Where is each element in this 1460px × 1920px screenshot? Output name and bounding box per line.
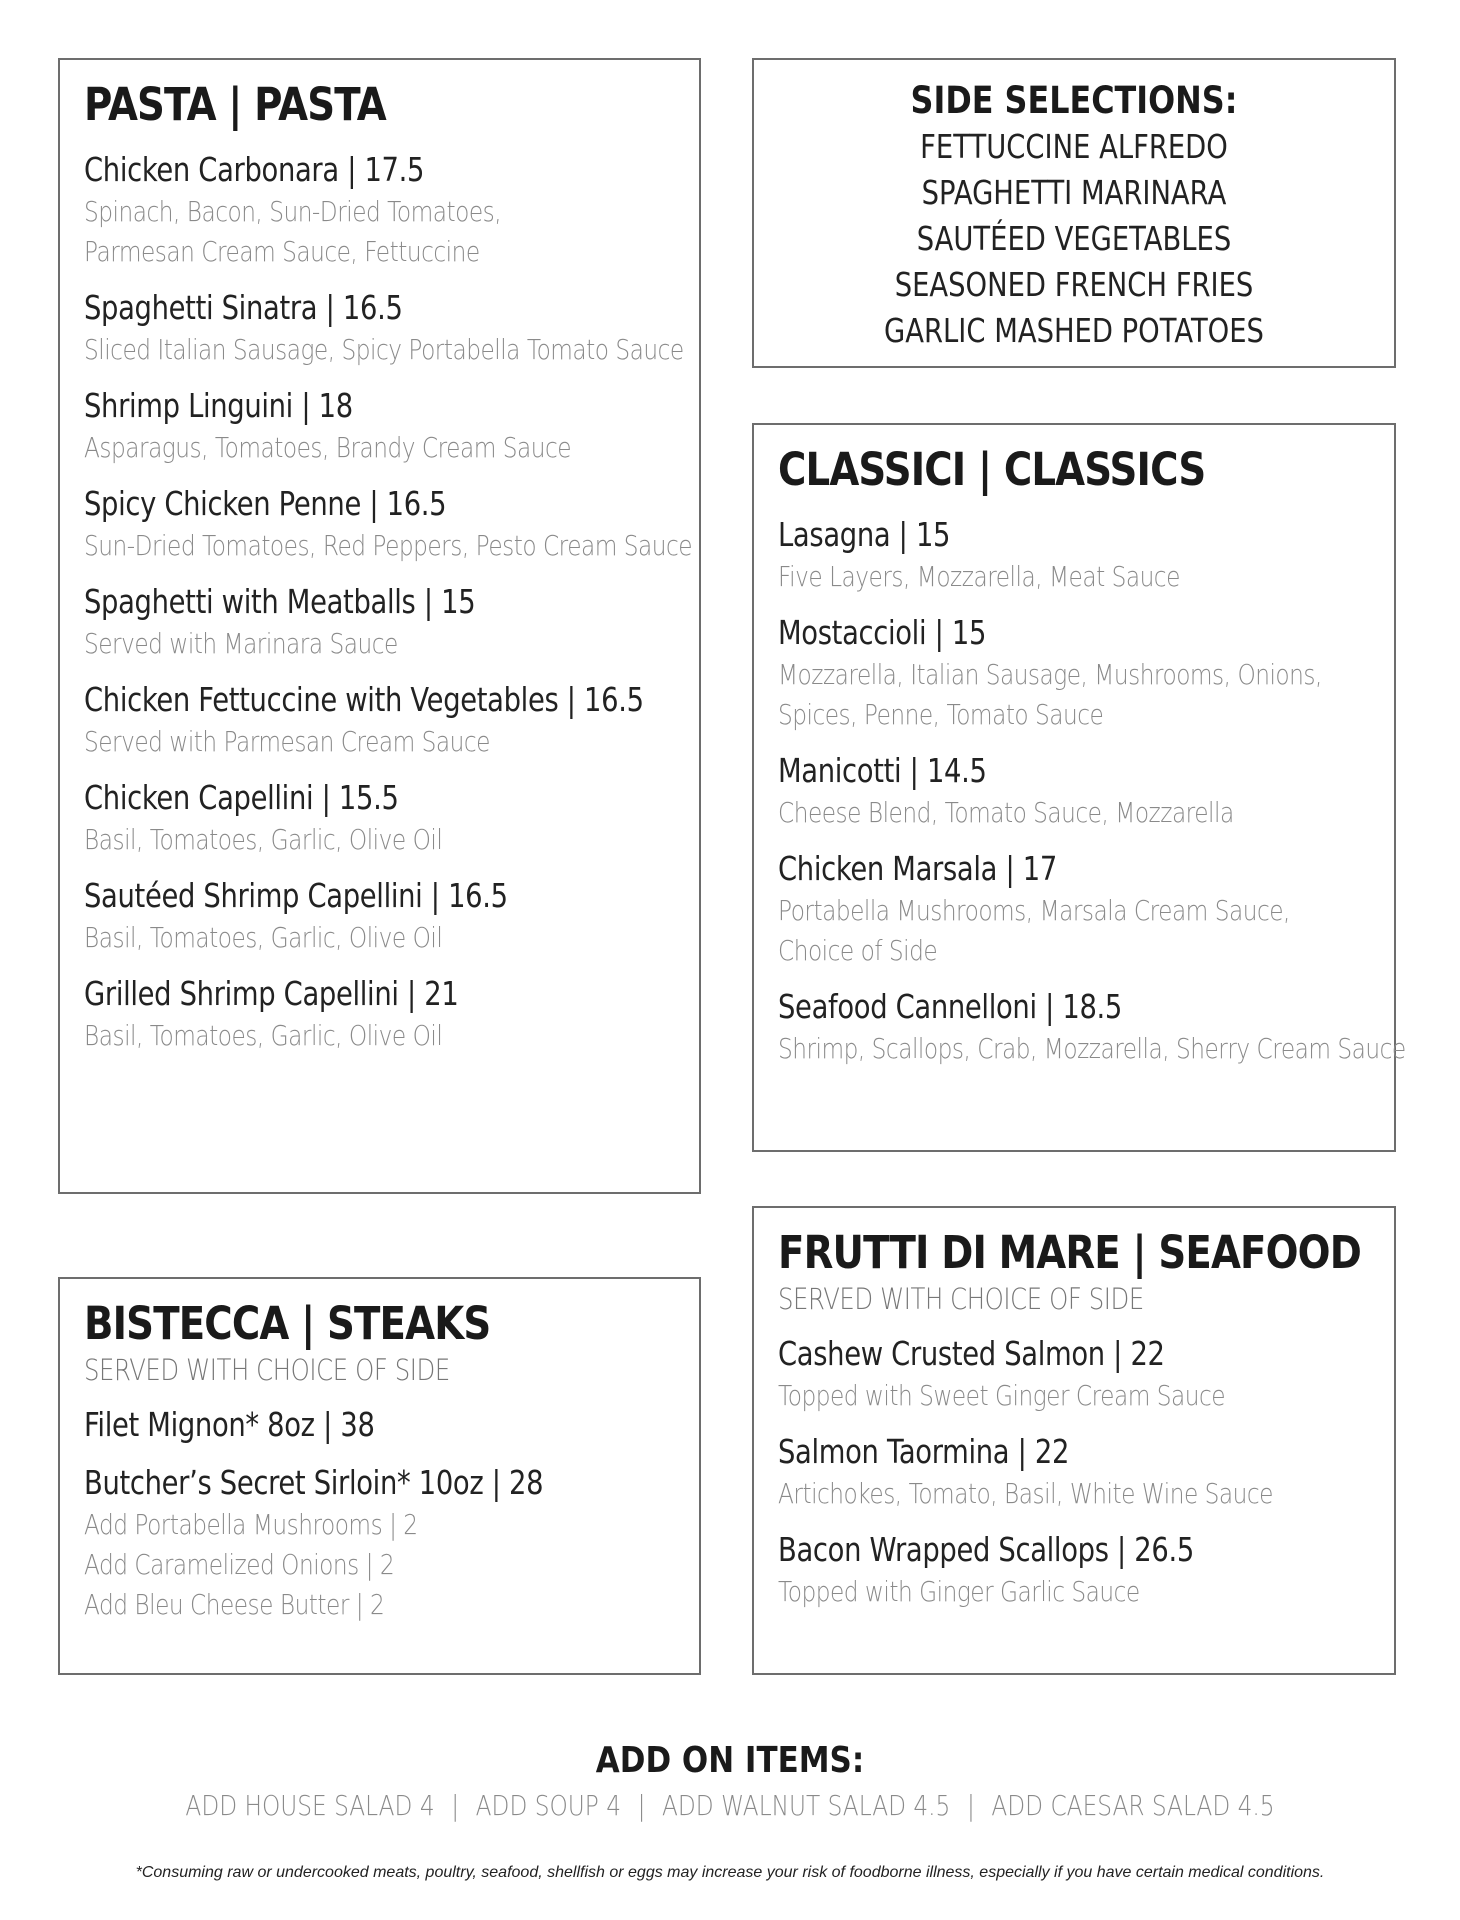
menu-item-description: Basil, Tomatoes, Garlic, Olive Oil: [84, 1019, 443, 1052]
menu-item-description: Served with Marinara Sauce: [84, 627, 398, 660]
seafood-title: FRUTTI DI MARE | SEAFOOD: [778, 1226, 1361, 1279]
menu-item: [84, 384, 675, 468]
menu-item-description: Sun-Dried Tomatoes, Red Peppers, Pesto Cream Sauce: [84, 529, 693, 562]
pasta-title: PASTA | PASTA: [84, 78, 386, 131]
footnote: *Consuming raw or undercooked meats, poultry, seafood, shellfish or eggs may increase your risk of foodborne illness, especially if you have certain medical conditions.: [135, 1864, 1325, 1881]
menu-item-description: Basil, Tomatoes, Garlic, Olive Oil: [84, 921, 443, 954]
menu-item-description: Add Portabella Mushrooms | 2: [84, 1508, 418, 1541]
menu-item: [84, 874, 675, 958]
add-on-item: ADD SOUP 4: [475, 1789, 621, 1822]
menu-item-description: Topped with Ginger Garlic Sauce: [778, 1575, 1140, 1608]
add-on-item: ADD CAESAR SALAD 4.5: [991, 1789, 1275, 1822]
pasta-items: [84, 148, 693, 1056]
steaks-section: [58, 1277, 701, 1675]
menu-item-description: Portabella Mushrooms, Marsala Cream Sauce,: [778, 894, 1290, 927]
menu-item-name: Shrimp Linguini | 18: [84, 386, 353, 425]
menu-item-description: Basil, Tomatoes, Garlic, Olive Oil: [84, 823, 443, 856]
menu-item: [84, 678, 675, 762]
menu-item-description: Five Layers, Mozzarella, Meat Sauce: [778, 560, 1180, 593]
menu-item-name: Bacon Wrapped Scallops | 26.5: [778, 1530, 1194, 1569]
menu-item-name: Lasagna | 15: [778, 515, 951, 554]
menu-item-name: Chicken Marsala | 17: [778, 849, 1057, 888]
menu-item-name: Spaghetti Sinatra | 16.5: [84, 288, 403, 327]
classics-items: [778, 513, 1406, 1069]
pasta-section: [58, 58, 701, 1194]
menu-item-name: Salmon Taormina | 22: [778, 1432, 1070, 1471]
menu-item-name: Chicken Carbonara | 17.5: [84, 150, 425, 189]
menu-item-name: Butcher’s Secret Sirloin* 10oz | 28: [84, 1463, 544, 1502]
side-item: FETTUCCINE ALFREDO: [920, 127, 1228, 166]
menu-item-description: Choice of Side: [778, 934, 938, 967]
menu-item-description: Spices, Penne, Tomato Sauce: [778, 698, 1104, 731]
menu-item: [778, 1528, 1370, 1612]
menu-item-description: Add Caramelized Onions | 2: [84, 1548, 395, 1581]
add-on-item: ADD HOUSE SALAD 4: [185, 1789, 435, 1822]
classics-section: [752, 423, 1406, 1152]
add-on-section: [0, 1738, 1460, 1828]
menu-item: [84, 580, 675, 664]
menu-item-description: Served with Parmesan Cream Sauce: [84, 725, 490, 758]
menu-item-name: Mostaccioli | 15: [778, 613, 987, 652]
side-item: SAUTÉED VEGETABLES: [916, 219, 1232, 258]
add-on-separator: |: [966, 1789, 975, 1822]
side-selections-title: SIDE SELECTIONS:: [910, 79, 1238, 122]
menu-item-description: Shrimp, Scallops, Crab, Mozzarella, Sherry Cream Sauce: [778, 1032, 1406, 1065]
classics-title: CLASSICI | CLASSICS: [778, 443, 1206, 496]
seafood-section: [752, 1206, 1396, 1675]
menu-item: [84, 776, 675, 860]
menu-item: [778, 1332, 1370, 1416]
menu-item-name: Spicy Chicken Penne | 16.5: [84, 484, 447, 523]
menu-item: [778, 847, 1370, 971]
add-on-item: ADD WALNUT SALAD 4.5: [662, 1789, 951, 1822]
menu-item-name: Spaghetti with Meatballs | 15: [84, 582, 476, 621]
menu-item-description: Cheese Blend, Tomato Sauce, Mozzarella: [778, 796, 1234, 829]
add-on-separator: |: [451, 1789, 460, 1822]
menu-item-description: Add Bleu Cheese Butter | 2: [84, 1588, 385, 1621]
menu-item-description: Sliced Italian Sausage, Spicy Portabella Tomato Sauce: [84, 333, 684, 366]
side-item: SPAGHETTI MARINARA: [921, 173, 1227, 212]
menu-item: [778, 1430, 1370, 1514]
side-item: SEASONED FRENCH FRIES: [894, 265, 1254, 304]
menu-item: [778, 749, 1370, 833]
menu-item-description: Parmesan Cream Sauce, Fettuccine: [84, 235, 480, 268]
menu-item-name: Seafood Cannelloni | 18.5: [778, 987, 1123, 1026]
menu-item-description: Asparagus, Tomatoes, Brandy Cream Sauce: [84, 431, 572, 464]
add-on-title: ADD ON ITEMS:: [595, 1740, 865, 1781]
menu-item: [84, 1403, 675, 1447]
menu-item-name: Chicken Capellini | 15.5: [84, 778, 399, 817]
steaks-subtitle: SERVED WITH CHOICE OF SIDE: [84, 1353, 450, 1387]
menu-item-description: Mozzarella, Italian Sausage, Mushrooms, Onions,: [778, 658, 1322, 691]
side-item: GARLIC MASHED POTATOES: [884, 311, 1264, 350]
menu-item-description: Artichokes, Tomato, Basil, White Wine Sauce: [778, 1477, 1273, 1510]
menu-item-name: Grilled Shrimp Capellini | 21: [84, 974, 459, 1013]
add-on-row: [124, 1784, 1336, 1828]
menu-item: [778, 985, 1406, 1069]
side-selections-section: [752, 58, 1396, 368]
steaks-title: BISTECCA | STEAKS: [84, 1297, 491, 1350]
menu-item: [84, 482, 693, 566]
menu-item-name: Sautéed Shrimp Capellini | 16.5: [84, 876, 508, 915]
menu-item-name: Chicken Fettuccine with Vegetables | 16.5: [84, 680, 644, 719]
menu-item: [84, 286, 684, 370]
add-on-separator: |: [637, 1789, 646, 1822]
menu-item: [84, 972, 675, 1056]
menu-item-description: Spinach, Bacon, Sun-Dried Tomatoes,: [84, 195, 502, 228]
menu-item-description: Topped with Sweet Ginger Cream Sauce: [778, 1379, 1226, 1412]
menu-item-name: Filet Mignon* 8oz | 38: [84, 1405, 375, 1444]
seafood-subtitle: SERVED WITH CHOICE OF SIDE: [778, 1282, 1144, 1316]
menu-item-name: Cashew Crusted Salmon | 22: [778, 1334, 1165, 1373]
seafood-items: [778, 1332, 1370, 1612]
menu-item-name: Manicotti | 14.5: [778, 751, 987, 790]
steaks-items: [84, 1403, 675, 1625]
menu-item: [84, 148, 675, 272]
menu-item: [778, 611, 1370, 735]
menu-item: [778, 513, 1370, 597]
menu-item: [84, 1461, 675, 1625]
